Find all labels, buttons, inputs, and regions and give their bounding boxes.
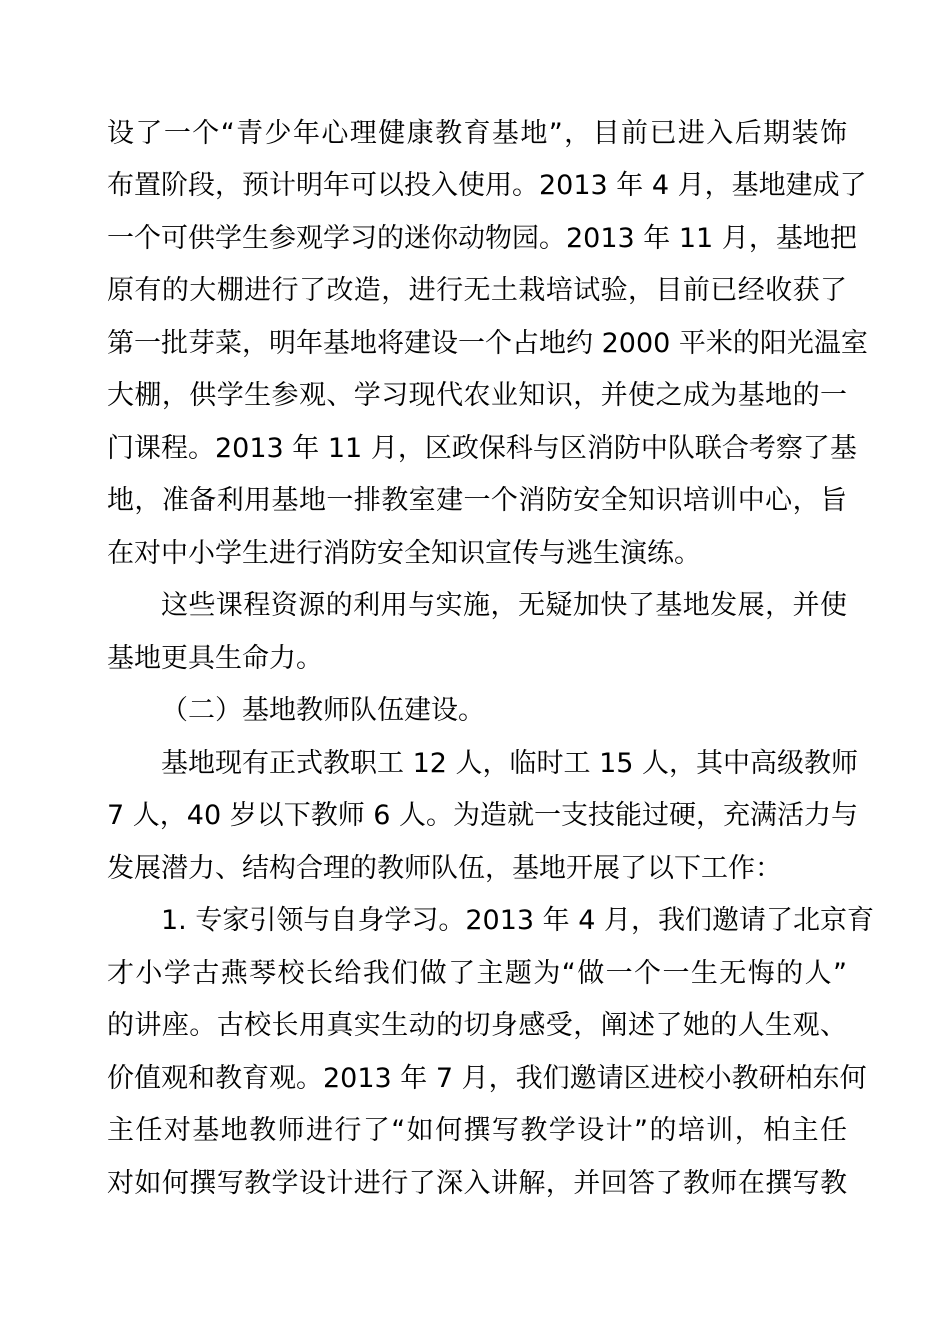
text-line-8: 地，准备利用基地一排教室建一个消防安全知识培训中心，旨 <box>107 485 847 516</box>
text-line-7: 门课程。2013 年 11 月，区政保科与区消防中队联合考察了基 <box>107 433 857 464</box>
paragraph-4-line-4: 价值观和教育观。2013 年 7 月，我们邀请区进校小教研柏东何 <box>107 1063 867 1094</box>
paragraph-3-line-1: 基地现有正式教职工 12 人，临时工 15 人，其中高级教师 <box>161 748 859 779</box>
text-line-3: 一个可供学生参观学习的迷你动物园。2013 年 11 月，基地把 <box>107 223 857 254</box>
paragraph-4-line-6: 对如何撰写教学设计进行了深入讲解，并回答了教师在撰写教 <box>107 1168 847 1199</box>
text-line-6: 大棚，供学生参观、学习现代农业知识，并使之成为基地的一 <box>107 380 847 411</box>
text-line-5: 第一批芽菜，明年基地将建设一个占地约 2000 平米的阳光温室 <box>107 328 868 359</box>
paragraph-3-line-3: 发展潜力、结构合理的教师队伍，基地开展了以下工作： <box>107 853 782 884</box>
paragraph-2-line-1: 这些课程资源的利用与实施，无疑加快了基地发展，并使 <box>161 590 847 621</box>
paragraph-4-line-5: 主任对基地教师进行了“如何撰写教学设计”的培训，柏主任 <box>107 1115 847 1146</box>
text-line-9: 在对中小学生进行消防安全知识宣传与逃生演练。 <box>107 538 701 569</box>
section-heading: （二）基地教师队伍建设。 <box>161 695 485 726</box>
paragraph-4-line-1: 1. 专家引领与自身学习。2013 年 4 月，我们邀请了北京育 <box>161 905 874 936</box>
text-line-2: 布置阶段，预计明年可以投入使用。2013 年 4 月，基地建成了 <box>107 170 867 201</box>
paragraph-3-line-2: 7 人，40 岁以下教师 6 人。为造就一支技能过硬，充满活力与 <box>107 800 859 831</box>
paragraph-2-line-2: 基地更具生命力。 <box>107 643 323 674</box>
paragraph-4-line-2: 才小学古燕琴校长给我们做了主题为“做一个一生无悔的人” <box>107 958 847 989</box>
paragraph-4-line-3: 的讲座。古校长用真实生动的切身感受，阐述了她的人生观、 <box>107 1010 847 1041</box>
text-line-1: 设了一个“青少年心理健康教育基地”，目前已进入后期装饰 <box>107 118 847 149</box>
text-line-4: 原有的大棚进行了改造，进行无土栽培试验，目前已经收获了 <box>107 275 847 306</box>
